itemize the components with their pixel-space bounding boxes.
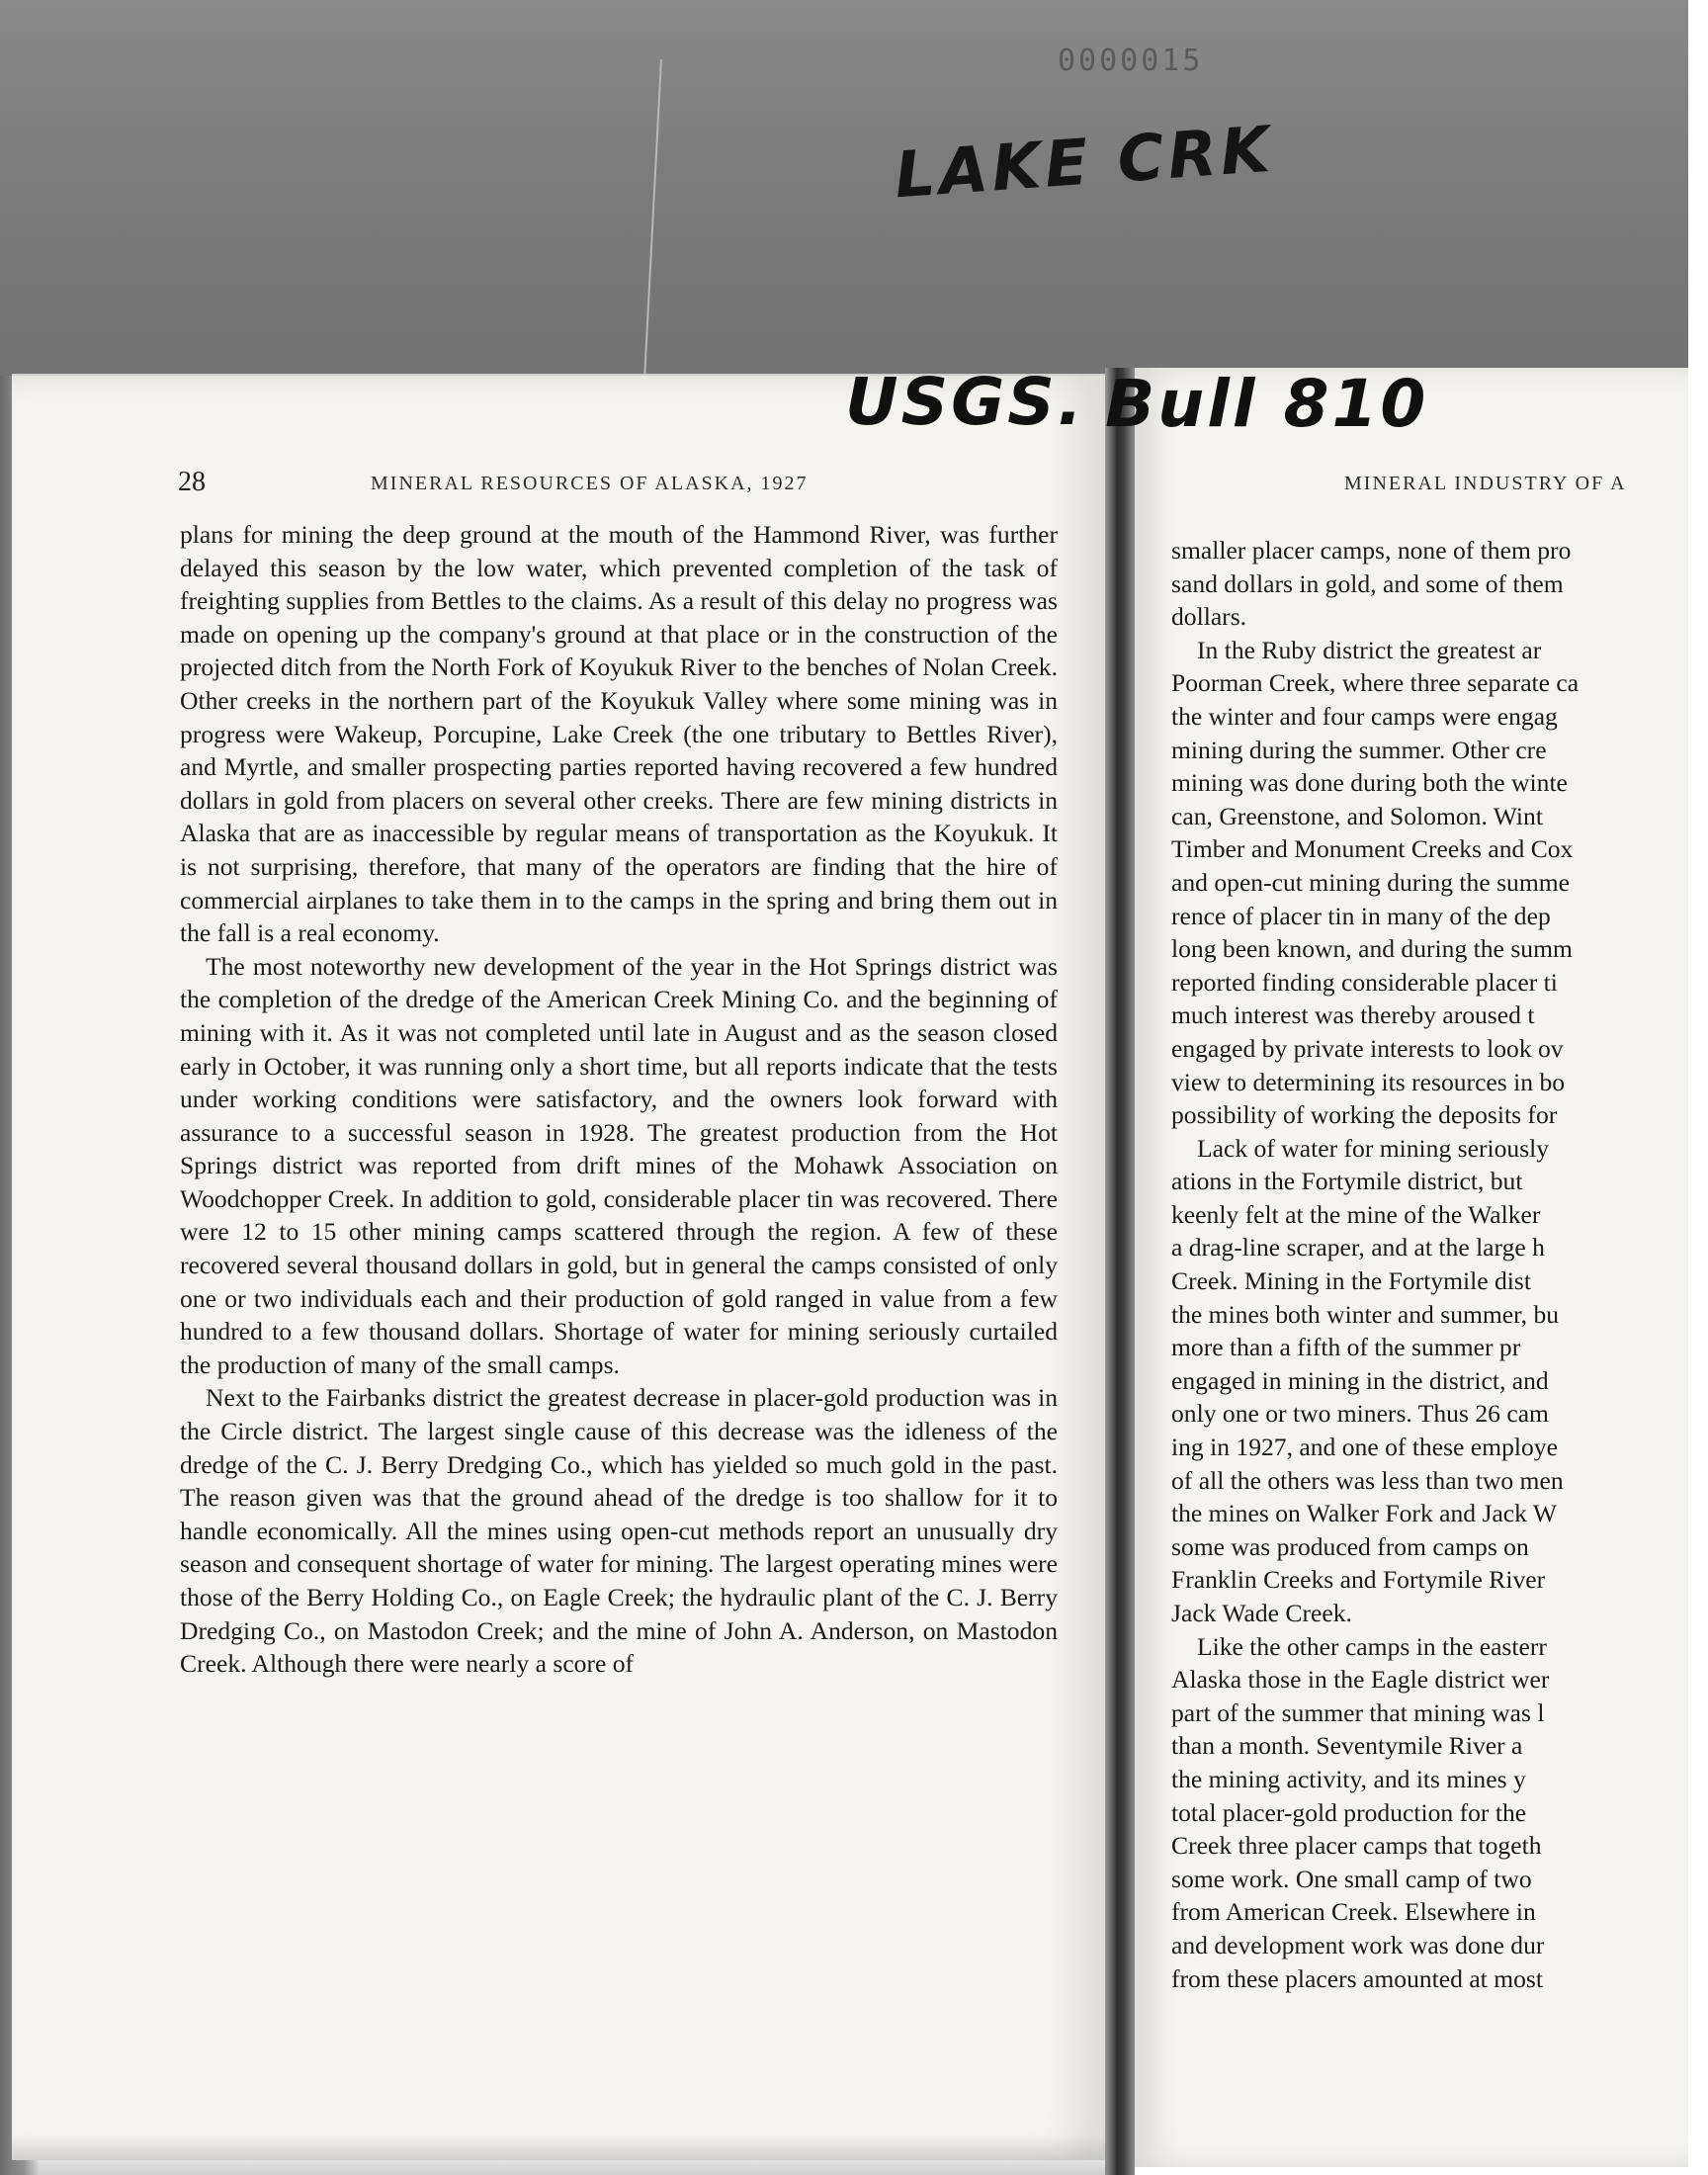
right-page-line: sand dollars in gold, and some of them	[1171, 568, 1564, 598]
scanner-backdrop	[0, 0, 1708, 395]
right-page-line: much interest was thereby aroused t	[1171, 1000, 1535, 1030]
paper-crease	[643, 59, 662, 386]
left-running-head: MINERAL RESOURCES OF ALASKA, 1927	[371, 473, 809, 494]
right-page-line: rence of placer tin in many of the dep	[1171, 901, 1551, 930]
page-number: 28	[178, 467, 206, 497]
right-page-line: smaller placer camps, none of them pro	[1171, 536, 1572, 565]
right-page-line: and open-cut mining during the summe	[1171, 867, 1571, 897]
paragraph: plans for mining the deep ground at the mouth of the Hammond River, was further delayed this season by the low water, which prevented completion of the task of freighting supplies from Bettles to the claims. As a result of this delay no progress was made on opening up the company's ground at that place or in the construction of the projected ditch from the North Fork of Koyukuk River to the benches of Nolan Creek. Other creeks in the northern part of the Koyukuk Valley where some mining was in progress were Wakeup, Porcupine, Lake Creek (the one tributary to Bettles River), and Myrtle, and smaller prospecting parties reported having recovered a few hundred dollars in gold from placers on several other creeks. There are few mining districts in Alaska that are as inaccessible by regular means of transportation as the Koyukuk. It is not surprising, therefore, that many of the operators are finding that the hire of commercial airplanes to take them in to the camps in the spring and bring them out in the fall is a real economy.	[180, 520, 1058, 948]
right-page-line: Jack Wade Creek.	[1171, 1599, 1352, 1627]
paragraph: Next to the Fairbanks district the greatest decrease in placer-gold production was in the Circle district. The largest single cause of this decrease was the idleness of the dredge of the C. J. Berry Dredging Co., which has yielded so much gold in the past. The reason given was that the ground ahead of the dredge is too shallow for it to handle economically. All the mines using open-cut methods report an unusually dry season and consequent shortage of water for mining. The largest operating mines were those of the Berry Holding Co., on Eagle Creek; the hydraulic plant of the C. J. Berry Dredging Co., on Mastodon Creek; and the mine of John A. Anderson, on Mastodon Creek. Although there were nearly a score of	[180, 1383, 1058, 1679]
right-page-line: mining during the summer. Other cre	[1171, 735, 1547, 764]
right-page-line: Lack of water for mining seriously	[1197, 1133, 1550, 1163]
right-running-head: MINERAL INDUSTRY OF A	[1344, 473, 1627, 494]
right-page-line: the mines both winter and summer, bu	[1171, 1299, 1560, 1329]
right-page-line: and development work was done dur	[1171, 1930, 1545, 1959]
right-page-line: more than a fifth of the summer pr	[1171, 1333, 1521, 1362]
right-page-line: than a month. Seventymile River a	[1171, 1731, 1523, 1761]
right-page-line: reported finding considerable placer ti	[1171, 967, 1558, 997]
right-page-line: total placer-gold production for the	[1171, 1797, 1527, 1827]
right-page-line: the winter and four camps were engag	[1171, 701, 1558, 731]
right-page-line: part of the summer that mining was l	[1171, 1697, 1545, 1727]
right-page-line: engaged by private interests to look ov	[1171, 1033, 1564, 1063]
right-page-line: can, Greenstone, and Solomon. Wint	[1171, 801, 1543, 830]
right-page-line: a drag-line scraper, and at the large h	[1171, 1233, 1545, 1262]
left-page-body	[180, 518, 1058, 1681]
stamp-number: 0000015	[1058, 44, 1204, 78]
handwritten-bulletin-note: Bull 810	[1105, 366, 1429, 442]
right-page-line: Creek. Mining in the Fortymile dist	[1171, 1266, 1531, 1296]
right-page-line: Like the other camps in the easterr	[1197, 1631, 1547, 1661]
right-page-line: dollars.	[1171, 602, 1247, 632]
right-page-line: some work. One small camp of two	[1171, 1864, 1532, 1893]
right-page-line: the mining activity, and its mines y	[1171, 1764, 1526, 1793]
right-page-line: mining was done during both the winte	[1171, 768, 1568, 798]
right-page-line: keenly felt at the mine of the Walker	[1171, 1199, 1541, 1229]
right-page-line: Timber and Monument Creeks and Cox	[1171, 834, 1574, 864]
right-page-line: only one or two miners. Thus 26 cam	[1171, 1399, 1549, 1429]
right-page-line: from these placers amounted at most	[1171, 1963, 1543, 1993]
right-page-line: from American Creek. Elsewhere in	[1171, 1897, 1536, 1927]
right-page-line: ing in 1927, and one of these employe	[1171, 1433, 1558, 1462]
handwritten-usgs-note: USGS.	[845, 364, 1085, 440]
right-page-line: Poorman Creek, where three separate ca	[1171, 668, 1580, 698]
right-page-line: Creek three placer camps that togeth	[1171, 1831, 1542, 1861]
right-page-line: ations in the Fortymile district, but	[1171, 1167, 1523, 1196]
right-page-line: engaged in mining in the district, and	[1171, 1365, 1549, 1395]
handwritten-lake-creek-note: LAKE CRK	[892, 113, 1276, 214]
right-page-line: Alaska those in the Eagle district wer	[1171, 1665, 1550, 1695]
right-page-body	[1171, 534, 1708, 1995]
right-page-line: the mines on Walker Fork and Jack W	[1171, 1499, 1558, 1528]
right-page-line: view to determining its resources in bo	[1171, 1067, 1566, 1096]
right-page-line: of all the others was less than two men	[1171, 1465, 1564, 1495]
right-page-line: long been known, and during the summ	[1171, 934, 1573, 964]
right-page-line: In the Ruby district the greatest ar	[1197, 635, 1542, 664]
paragraph: The most noteworthy new development of the year in the Hot Springs district was the completion of the dredge of the American Creek Mining Co. and the beginning of mining with it. As it was not completed until late in August and as the season closed early in October, it was running only a short time, but all reports indicate that the tests under working conditions were satisfactory, and the owners look forward with assurance to a successful season in 1928. The greatest production from the Hot Springs district was reported from drift mines of the Mohawk Association on Woodchopper Creek. In addition to gold, considerable placer tin was recovered. There were 12 to 15 other mining camps scattered through the region. A few of these recovered several thousand dollars in gold, but in general the camps consisted of only one or two individuals each and their production of gold ranged in value from a few hundred to a few thousand dollars. Shortage of water for mining seriously curtailed the production of many of the small camps.	[180, 951, 1058, 1379]
right-page-line: possibility of working the deposits for	[1171, 1100, 1558, 1130]
right-page-line: some was produced from camps on	[1171, 1531, 1529, 1561]
right-page-line: Franklin Creeks and Fortymile River	[1171, 1565, 1546, 1595]
book-gutter	[1105, 368, 1135, 2175]
bottom-shadow	[12, 2135, 1107, 2175]
